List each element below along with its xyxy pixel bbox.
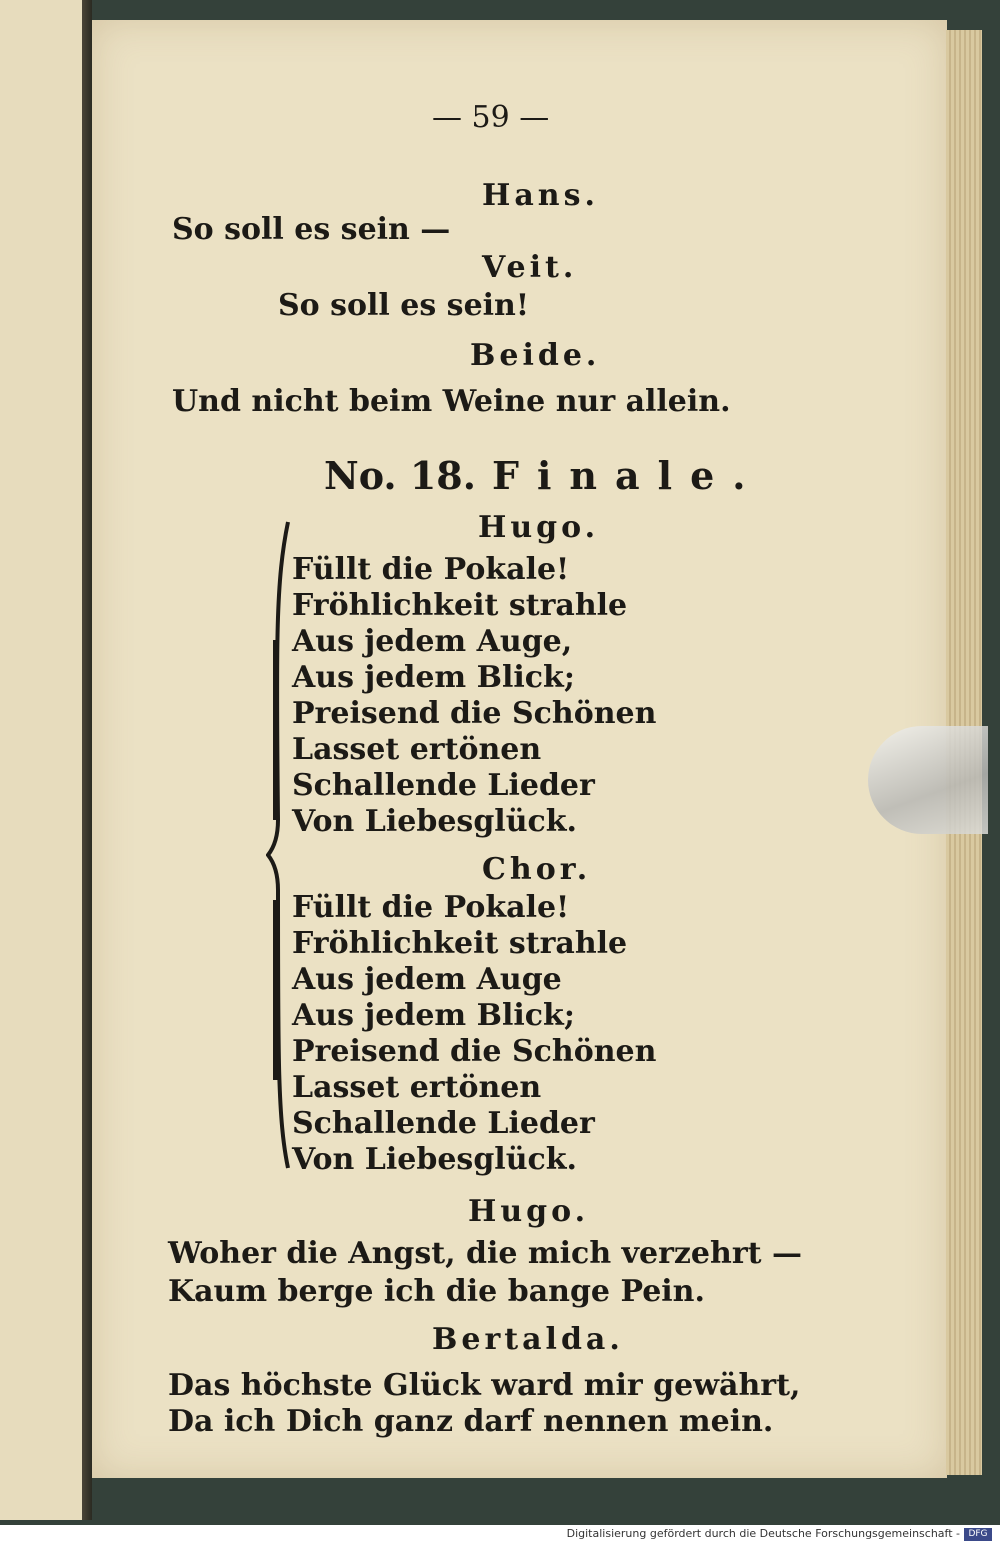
verse-line: Woher die Angst, die mich verzehrt — bbox=[168, 1236, 802, 1271]
footer-credit: Digitalisierung gefördert durch die Deutsche Forschungsgemeinschaft - bbox=[566, 1527, 960, 1540]
verse-line: Fröhlichkeit strahle bbox=[292, 926, 628, 961]
verse-line: Lasset ertönen bbox=[292, 1070, 542, 1105]
verse-line: Aus jedem Blick; bbox=[292, 998, 575, 1033]
left-page-edge bbox=[0, 0, 82, 1520]
speaker-hugo-2: Hugo. bbox=[468, 1194, 590, 1229]
verse-line: So soll es sein — bbox=[172, 212, 451, 247]
verse-line: Das höchste Glück ward mir gewährt, bbox=[168, 1368, 801, 1403]
verse-line: Kaum berge ich die bange Pein. bbox=[168, 1274, 705, 1309]
verse-line: Füllt die Pokale! bbox=[292, 890, 570, 925]
section-title: Finale. bbox=[492, 453, 764, 498]
speaker-hans: Hans. bbox=[482, 178, 599, 213]
verse-line: Und nicht beim Weine nur allein. bbox=[172, 384, 731, 419]
verse-line: Aus jedem Auge bbox=[292, 962, 562, 997]
verse-line: Fröhlichkeit strahle bbox=[292, 588, 628, 623]
speaker-chor: Chor. bbox=[482, 852, 592, 887]
verse-line: Preisend die Schönen bbox=[292, 1034, 657, 1069]
verse-line: Füllt die Pokale! bbox=[292, 552, 570, 587]
verse-line: Von Liebesglück. bbox=[292, 804, 577, 839]
verse-line: Aus jedem Auge, bbox=[292, 624, 573, 659]
verse-line: Von Liebesglück. bbox=[292, 1142, 577, 1177]
verse-line: Schallende Lieder bbox=[292, 1106, 595, 1141]
verse-line: Da ich Dich ganz darf nennen mein. bbox=[168, 1404, 774, 1439]
speaker-hugo: Hugo. bbox=[478, 510, 600, 545]
dfg-logo: DFG bbox=[964, 1528, 992, 1541]
verse-line: Lasset ertönen bbox=[292, 732, 542, 767]
verse-bracket bbox=[266, 520, 292, 1170]
footer-bar bbox=[0, 1525, 1000, 1544]
verse-line: So soll es sein! bbox=[278, 288, 530, 323]
section-number: No. 18. bbox=[324, 453, 476, 498]
speaker-bertalda: Bertalda. bbox=[432, 1322, 624, 1357]
speaker-beide: Beide. bbox=[470, 338, 601, 373]
page-clip bbox=[868, 726, 988, 834]
speaker-veit: Veit. bbox=[482, 250, 578, 285]
verse-line: Aus jedem Blick; bbox=[292, 660, 575, 695]
page-number: — 59 — bbox=[432, 100, 550, 135]
verse-line: Preisend die Schönen bbox=[292, 696, 657, 731]
verse-line: Schallende Lieder bbox=[292, 768, 595, 803]
book-gutter bbox=[82, 0, 92, 1520]
